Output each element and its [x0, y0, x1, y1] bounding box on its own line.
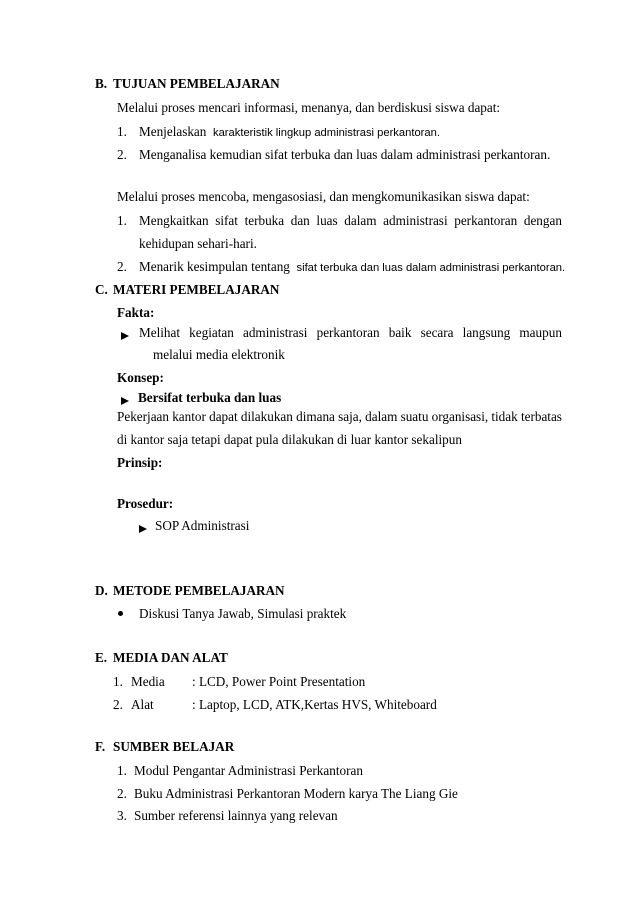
list-number: 1.: [117, 763, 127, 778]
section-d-heading: [95, 583, 285, 599]
alat-value: : Laptop, LCD, ATK,Kertas HVS, Whiteboard: [192, 697, 437, 712]
list-number: 1.: [117, 213, 127, 228]
list-item-justified: [139, 213, 562, 229]
method-item: Diskusi Tanya Jawab, Simulasi praktek: [139, 606, 347, 621]
list-number: 3.: [117, 808, 127, 823]
section-letter: C.: [95, 282, 108, 297]
section-title: SUMBER BELAJAR: [113, 739, 235, 754]
word: tidak: [491, 409, 518, 424]
alat-label: Alat: [131, 697, 154, 712]
prosedur-item: SOP Administrasi: [155, 518, 250, 533]
word: baik: [388, 325, 412, 340]
konsep-label: Konsep:: [117, 370, 164, 385]
fakta-text-justified: [139, 325, 562, 341]
section-title: MATERI PEMBELAJARAN: [113, 282, 280, 297]
fakta-continued: melalui media elektronik: [153, 347, 285, 362]
section-b-heading: [95, 76, 280, 92]
prosedur-label: Prosedur:: [117, 496, 174, 511]
word: dilakukan: [240, 409, 293, 424]
section-f-heading: [95, 739, 234, 755]
word: terbatas: [520, 409, 562, 424]
list-item: [139, 259, 565, 275]
word: langsung: [462, 325, 511, 340]
section-letter: D.: [95, 583, 108, 598]
word: secara: [420, 325, 454, 340]
word: dimana: [296, 409, 335, 424]
word: Pekerjaan: [117, 409, 169, 424]
list-number: 2.: [113, 697, 123, 712]
list-number: 1.: [113, 674, 123, 689]
source-item: Sumber referensi lainnya yang relevan: [134, 808, 338, 823]
list-item-text: Menarik kesimpulan tentang: [139, 259, 290, 274]
section-e-heading: [95, 650, 228, 666]
section-title: TUJUAN PEMBELAJARAN: [113, 76, 280, 91]
list-item-text-sans: sifat terbuka dan luas dalam administrasi perkantoran.: [296, 262, 566, 274]
word: dengan: [523, 213, 562, 228]
fakta-label: Fakta:: [117, 305, 155, 320]
word: administrasi: [242, 325, 308, 340]
word: kantor: [172, 409, 206, 424]
word: kegiatan: [189, 325, 234, 340]
word: luas: [316, 213, 338, 228]
list-number: 2.: [117, 147, 127, 162]
list-item: Menganalisa kemudian sifat terbuka dan luas dalam administrasi perkantoran.: [139, 147, 551, 162]
section-letter: E.: [95, 650, 108, 665]
list-item: [139, 124, 440, 140]
word: suatu: [400, 409, 429, 424]
list-number: 2.: [117, 786, 127, 801]
arrow-bullet-icon: [121, 328, 133, 340]
word: dapat: [209, 409, 238, 424]
word: administrasi: [383, 213, 448, 228]
media-value: : LCD, Power Point Presentation: [192, 674, 366, 689]
arrow-bullet-icon: [121, 393, 133, 405]
media-label: Media: [131, 674, 165, 689]
arrow-bullet-icon: [139, 521, 151, 533]
word: Melihat: [139, 325, 181, 340]
section-title: METODE PEMBELAJARAN: [113, 583, 285, 598]
word: organisasi,: [431, 409, 489, 424]
konsep-text-justified: [117, 409, 562, 425]
word: sifat: [215, 213, 238, 228]
list-item-text-sans: karakteristik lingkup administrasi perkantoran.: [212, 127, 440, 139]
list-number: 2.: [117, 259, 127, 274]
list-number: 1.: [117, 124, 127, 139]
section-title: MEDIA DAN ALAT: [113, 650, 228, 665]
word: maupun: [519, 325, 562, 340]
word: dalam: [365, 409, 398, 424]
word: saja,: [338, 409, 362, 424]
section-letter: F.: [95, 739, 106, 754]
konsep-item: Bersifat terbuka dan luas: [138, 390, 282, 405]
section-c-heading: [95, 282, 279, 298]
word: Mengkaitkan: [139, 213, 209, 228]
word: dan: [290, 213, 310, 228]
section-letter: B.: [95, 76, 108, 91]
intro-text: Melalui proses mencari informasi, menanya, dan berdiskusi siswa dapat:: [117, 100, 501, 115]
bullet-icon: [118, 611, 123, 616]
source-item: Modul Pengantar Administrasi Perkantoran: [134, 763, 363, 778]
word: perkantoran: [316, 325, 380, 340]
source-item: Buku Administrasi Perkantoran Modern karya The Liang Gie: [134, 786, 458, 801]
list-item-text: Menjelaskan: [139, 124, 207, 139]
word: terbuka: [244, 213, 285, 228]
prinsip-label: Prinsip:: [117, 455, 163, 470]
list-item-continued: kehidupan sehari-hari.: [139, 236, 257, 251]
word: dalam: [344, 213, 377, 228]
konsep-continued: di kantor saja tetapi dapat pula dilakukan di luar kantor sekalipun: [117, 432, 462, 447]
intro-text: Melalui proses mencoba, mengasosiasi, dan mengkomunikasikan siswa dapat:: [117, 189, 530, 204]
word: perkantoran: [454, 213, 518, 228]
